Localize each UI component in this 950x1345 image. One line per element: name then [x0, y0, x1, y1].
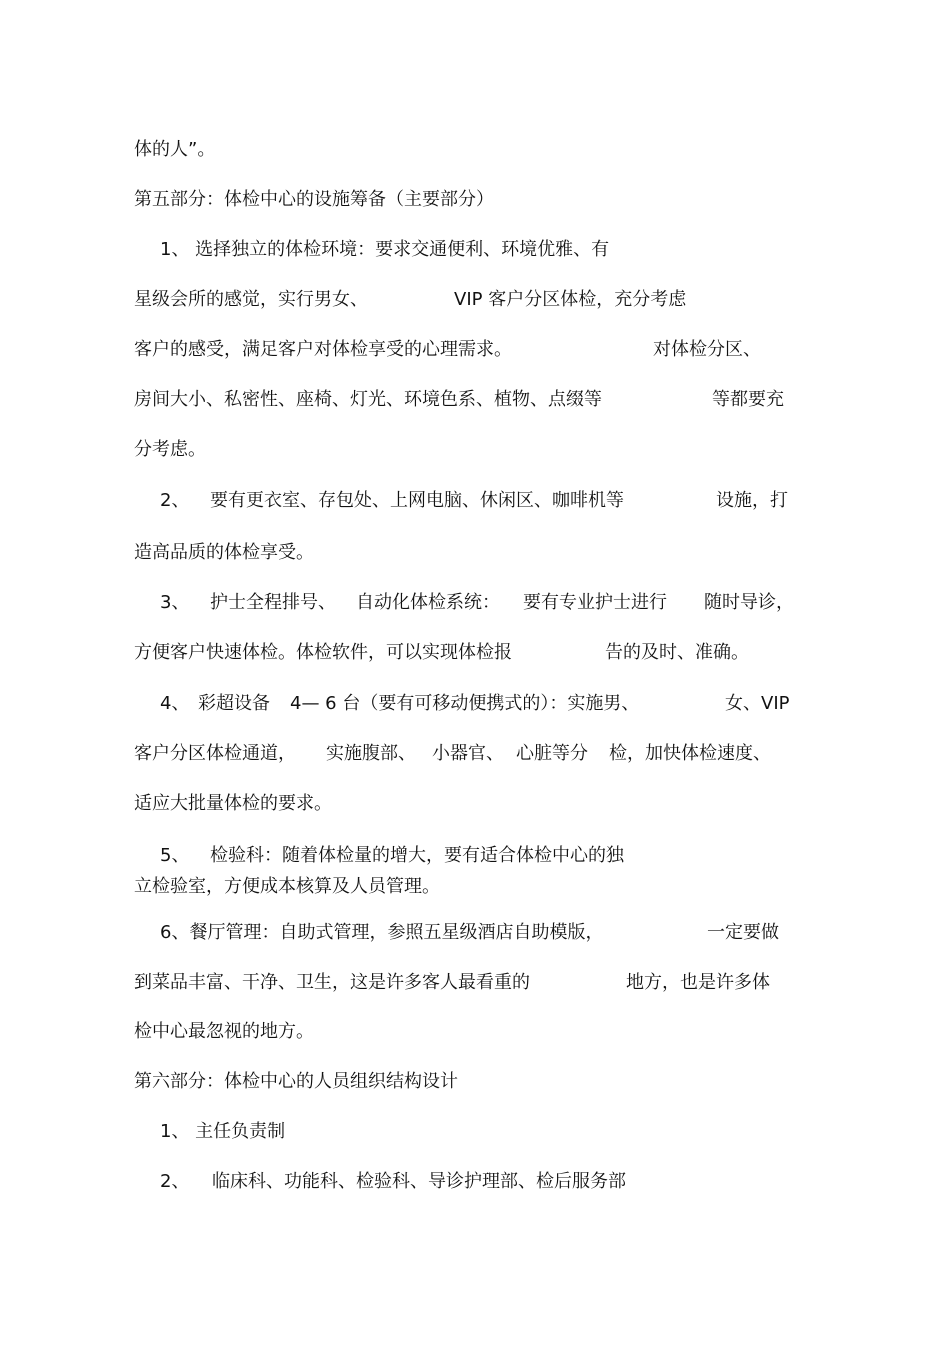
text-segment: 护士全程排号、 — [210, 592, 336, 613]
text-segment: 星级会所的感觉，实行男女、 — [134, 289, 368, 310]
text-segment: 小器官、 — [432, 743, 504, 764]
text-segment: 4— 6 台（要有可移动便携式的）：实施男、 — [290, 693, 640, 714]
text-segment: 2、 — [160, 1171, 190, 1192]
text-segment: 适应大批量体检的要求。 — [134, 793, 332, 814]
text-segment: 分考虑。 — [134, 439, 206, 460]
text-line — [0, 339, 761, 361]
text-segment: 1、 选择独立的体检环境：要求交通便利、环境优雅、有 — [160, 239, 610, 260]
text-segment: 自动化体检系统： — [356, 592, 500, 613]
text-line — [0, 592, 794, 614]
text-line — [0, 922, 779, 944]
text-line — [0, 439, 206, 461]
text-segment: 到菜品丰富、干净、卫生，这是许多客人最看重的 — [134, 972, 530, 993]
text-line — [0, 972, 770, 994]
text-segment: 造高品质的体检享受。 — [134, 542, 314, 563]
text-segment: 第五部分：体检中心的设施筹备（主要部分） — [134, 189, 494, 210]
text-segment: 随时导诊， — [704, 592, 794, 613]
text-segment: 方便客户快速体检。体检软件，可以实现体检报 — [134, 642, 512, 663]
text-line — [0, 1021, 314, 1043]
text-segment: 立检验室，方便成本核算及人员管理。 — [134, 876, 440, 897]
text-segment: 等都要充 — [712, 389, 784, 410]
text-segment: 2、 — [160, 490, 190, 511]
text-segment: 1、 主任负责制 — [160, 1121, 286, 1142]
text-segment: 心脏等分 — [516, 743, 588, 764]
text-segment: 4、 — [160, 693, 190, 714]
text-segment: 对体检分区、 — [653, 339, 761, 360]
text-line — [0, 139, 216, 161]
text-line — [0, 845, 624, 867]
text-line — [0, 289, 687, 311]
text-segment: 临床科、功能科、检验科、导诊护理部、检后服务部 — [212, 1171, 626, 1192]
text-line — [0, 389, 784, 411]
section-heading — [0, 1071, 458, 1093]
text-segment: 检中心最忽视的地方。 — [134, 1021, 314, 1042]
text-line — [0, 1121, 286, 1143]
text-segment: 体的人”。 — [134, 139, 216, 160]
text-segment: 要有专业护士进行 — [523, 592, 667, 613]
text-segment: 彩超设备 — [198, 693, 270, 714]
text-line — [0, 793, 332, 815]
text-segment: 地方，也是许多体 — [626, 972, 770, 993]
text-segment: 5、 — [160, 845, 190, 866]
text-line — [0, 542, 314, 564]
text-segment: 6、餐厅管理：自助式管理，参照五星级酒店自助模版， — [160, 922, 604, 943]
text-segment: 告的及时、准确。 — [605, 642, 749, 663]
section-heading — [0, 189, 494, 211]
text-segment: 客户的感受，满足客户对体检享受的心理需求。 — [134, 339, 512, 360]
text-segment: 实施腹部、 — [326, 743, 416, 764]
text-segment: 第六部分：体检中心的人员组织结构设计 — [134, 1071, 458, 1092]
text-segment: 房间大小、私密性、座椅、灯光、环境色系、植物、点缀等 — [134, 389, 602, 410]
text-segment: 客户分区体检通道， — [134, 743, 296, 764]
text-segment: 一定要做 — [707, 922, 779, 943]
text-line — [0, 642, 749, 664]
text-line — [0, 743, 771, 765]
text-segment: 检，加快体检速度、 — [609, 743, 771, 764]
text-segment: 检验科：随着体检量的增大，要有适合体检中心的独 — [210, 845, 624, 866]
text-line — [0, 239, 610, 261]
text-line — [0, 876, 440, 898]
text-line — [0, 693, 790, 715]
text-segment: VIP 客户分区体检，充分考虑 — [454, 289, 687, 310]
text-segment: 要有更衣室、存包处、上网电脑、休闲区、咖啡机等 — [210, 490, 624, 511]
text-line — [0, 490, 788, 512]
text-segment: 女、VIP — [725, 693, 790, 714]
text-segment: 设施，打 — [716, 490, 788, 511]
text-segment: 3、 — [160, 592, 190, 613]
text-line — [0, 1171, 626, 1193]
